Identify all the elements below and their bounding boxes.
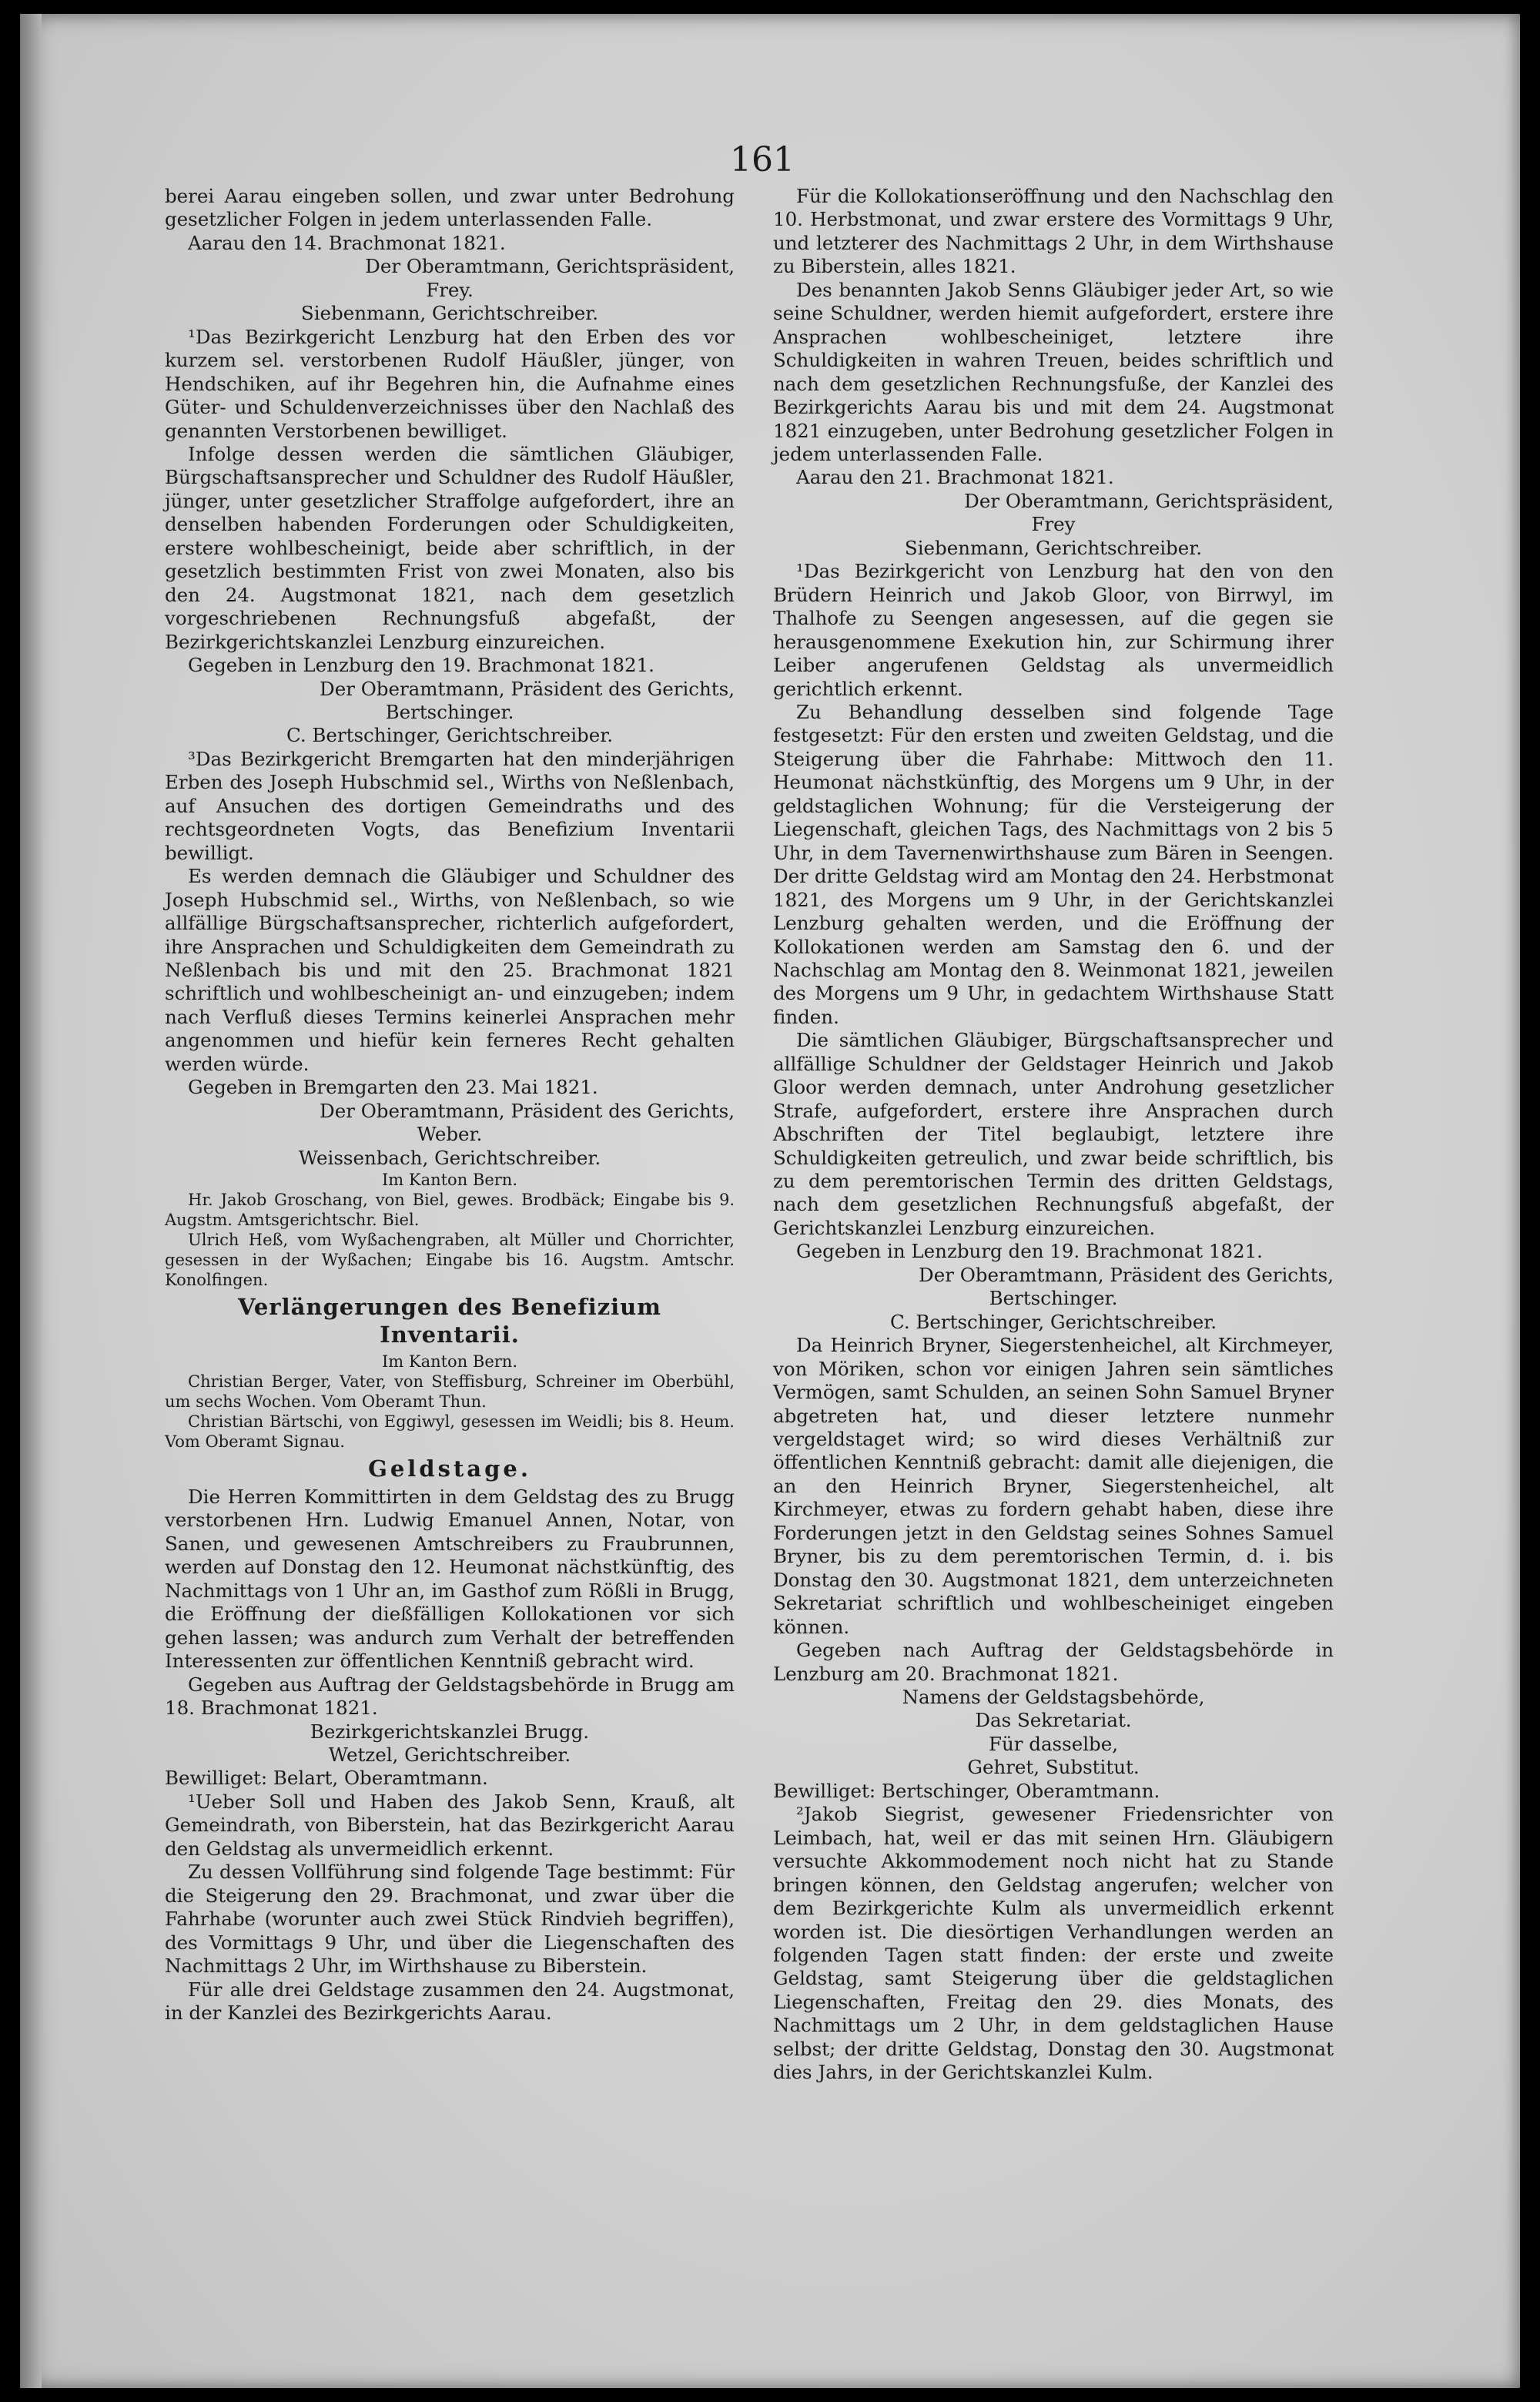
notice-text: Infolge dessen werden die sämtlichen Gläubiger, Bürgschaftsansprecher und Schuldner des Rudolf Häußler, jünger, unter gesetzlicher Straffolge aufgefordert, ihre an denselben habenden Forderungen oder Schuldigkeiten, erstere wohlbescheinigt, beide aber schriftlich, in der gesetzlich bestimmten Frist von zwei Monaten, also bis den 24. Augstmonat 1821, nach dem gesetzlich vorgeschriebenen Rechnungsfuß abgefaßt, der Bezirkgerichtskanzlei Lenzburg einzureichen. <box>165 442 735 653</box>
notice-text: Zu dessen Vollführung sind folgende Tage bestimmt: Für die Steigerung den 29. Brachmonat, und zwar über die Fahrhabe (worunter auch zwei Stück Rindvieh begriffen), des Vormittags 9 Uhr, und über die Liegenschaften des Nachmittags 2 Uhr, im Wirthshause zu Biberstein. <box>165 1861 735 1978</box>
signature-clerk: Gehret, Substitut. <box>967 1756 1140 1779</box>
notice-date: Gegeben aus Auftrag der Geldstagsbehörde in Brugg am 18. Brachmonat 1821. <box>165 1673 735 1720</box>
signature-name: Bertschinger. <box>989 1287 1118 1310</box>
listing-entry: Christian Bärtschi, von Eggiwyl, gesessen im Weidli; bis 8. Heum. Vom Oberamt Signau. <box>165 1412 735 1452</box>
page-number: 161 <box>730 140 795 179</box>
notice-date: Gegeben in Lenzburg den 19. Brachmonat 1821. <box>796 1240 1263 1263</box>
notice-text: berei Aarau eingeben sollen, und zwar unter Bedrohung gesetzlicher Folgen in jedem unterlassenden Falle. <box>165 185 735 231</box>
notice-text: Die Herren Kommittirten in dem Geldstag des zu Brugg verstorbenen Hrn. Ludwig Emanuel Annen, Notar, von Sanen, und gewesenen Amtschreibers zu Fraubrunnen, werden auf Donstag den 12. Heumonat nächstkünftig, des Nachmittags von 1 Uhr an, im Gasthof zum Rößli in Brugg, die Eröffnung der dießfälligen Kollokationen vor sich gehen lassen; was andurch zum Verhalt der betreffenden Interessenten zur öffentlichen Kenntniß gebracht wird. <box>165 1486 735 1673</box>
notice-date: Aarau den 14. Brachmonat 1821. <box>188 231 506 254</box>
notice-date: Aarau den 21. Brachmonat 1821. <box>796 466 1114 489</box>
signature-clerk: C. Bertschinger, Gerichtschreiber. <box>286 724 614 747</box>
signature-clerk: Siebenmann, Gerichtschreiber. <box>904 536 1203 559</box>
notice-text: Zu Behandlung desselben sind folgende Tage festgesetzt: Für den ersten und zweiten Geldstag, und die Steigerung über die Fahrhabe: Mittwoch den 11. Heumonat nächstkünftig, des Morgens um 9 Uhr, in der geldstaglichen Wohnung; für die Versteigerung der Liegenschaft, gleichen Tags, des Nachmittags von 2 bis 5 Uhr, in dem Tavernenwirthshause zum Bären in Seengen. Der dritte Geldstag wird am Montag den 24. Herbstmonat 1821, des Morgens um 9 Uhr, in der Gerichtskanzlei Lenzburg gehalten werden, und die Eröffnung der Kollokationen werden am Samstag den 6. und der Nachschlag am Montag den 8. Weinmonat 1821, jeweilen des Morgens um 9 Uhr, in gedachtem Wirthshause Statt finden. <box>773 700 1334 1028</box>
signature-title: Der Oberamtmann, Präsident des Gerichts, <box>919 1263 1334 1286</box>
listing-entry: Christian Berger, Vater, von Steffisburg, Schreiner im Oberbühl, um sechs Wochen. Vom Oberamt Thun. <box>165 1372 735 1412</box>
approval-line: Bewilliget: Belart, Oberamtmann. <box>165 1767 488 1790</box>
notice-text: ¹Ueber Soll und Haben des Jakob Senn, Krauß, alt Gemeindrath, von Biberstein, hat das Bezirkgericht Aarau den Geldstag als unvermeidlich erkennt. <box>165 1790 735 1860</box>
signature-name: Weber. <box>417 1123 483 1146</box>
notice-text: ¹Das Bezirkgericht von Lenzburg hat den von den Brüdern Heinrich und Jakob Gloor, von Birrwyl, im Thalhofe zu Seengen angesessen, auf die gegen sie herausgenommene Exekution hin, zur Schirmung ihrer Leiber angerufenen Geldstag als unvermeidlich gerichtlich erkennt. <box>773 560 1334 700</box>
listing-entry: Ulrich Heß, vom Wyßachengraben, alt Müller und Chorrichter, gesessen in der Wyßachen; Eingabe bis 16. Augstm. Amtschr. Konolfingen. <box>165 1231 735 1290</box>
notice-text: Da Heinrich Bryner, Siegerstenheichel, alt Kirchmeyer, von Möriken, schon vor einigen Jahren sein sämtliches Vermögen, samt Schulden, an seinen Sohn Samuel Bryner abgetreten hat, und dieser letztere nunmehr vergeldstaget wird; so wird dieses Verhältniß zur öffentlichen Kenntniß gebracht: damit alle diejenigen, die an den Heinrich Bryner, Siegerstenheichel, alt Kirchmeyer, etwas zu fordern gehabt haben, diese ihre Forderungen jetzt in den Geldstag seines Sohnes Samuel Bryner, bis zu dem peremtorischen Termin, d. i. bis Donstag den 30. Augstmonat 1821, dem unterzeichneten Sekretariat schriftlich und wohlbescheiniget eingeben können. <box>773 1334 1334 1638</box>
section-subheading: Im Kanton Bern. <box>382 1352 517 1372</box>
listing-entry: Hr. Jakob Groschang, von Biel, gewes. Brodbäck; Eingabe bis 9. Augstm. Amtsgerichtschr. Biel. <box>165 1191 735 1230</box>
signature-title: Der Oberamtmann, Gerichtspräsident, <box>365 255 735 278</box>
notice-date: Gegeben in Bremgarten den 23. Mai 1821. <box>188 1076 598 1099</box>
section-heading: Verlängerungen des Benefizium Inventarii. <box>238 1294 661 1348</box>
right-column <box>773 185 1334 2085</box>
signature-clerk: Siebenmann, Gerichtschreiber. <box>300 302 599 325</box>
notice-text: Für die Kollokationseröffnung und den Nachschlag den 10. Herbstmonat, und zwar erstere des Vormittags 9 Uhr, und letzterer des Nachmittags 2 Uhr, in dem Wirthshause zu Biberstein, alles 1821. <box>773 185 1334 278</box>
notice-text: Des benannten Jakob Senns Gläubiger jeder Art, so wie seine Schuldner, werden hiemit aufgefordert, erstere ihre Ansprachen wohlbescheiniget, letztere ihre Schuldigkeiten in wahren Treuen, beides schriftlich und nach dem gesetzlichen Rechnungsfuße, der Kanzlei des Bezirkgerichts Aarau bis und mit dem 24. Augstmonat 1821 einzugeben, unter Bedrohung gesetzlicher Folgen in jedem unterlassenden Falle. <box>773 278 1334 465</box>
signature-clerk: Weissenbach, Gerichtschreiber. <box>298 1146 601 1169</box>
signature-title: Der Oberamtmann, Gerichtspräsident, <box>964 489 1334 512</box>
signature-for: Für dasselbe, <box>988 1732 1119 1755</box>
signature-title: Der Oberamtmann, Präsident des Gerichts, <box>320 677 735 700</box>
section-heading: Geldstage. <box>368 1456 531 1482</box>
signature-office: Das Sekretariat. <box>975 1709 1132 1732</box>
section-subheading: Im Kanton Bern. <box>382 1171 517 1190</box>
notice-date: Gegeben nach Auftrag der Geldstagsbehörde in Lenzburg am 20. Brachmonat 1821. <box>773 1639 1334 1685</box>
notice-text: ¹Das Bezirkgericht Lenzburg hat den Erben des vor kurzem sel. verstorbenen Rudolf Häußler, jünger, von Hendschiken, auf ihr Begehren hin, die Aufnahme eines Güter- und Schuldenverzeichnisses über den Nachlaß des genannten Verstorbenen bewilliget. <box>165 325 735 442</box>
approval-line: Bewilliget: Bertschinger, Oberamtmann. <box>773 1779 1160 1802</box>
left-column <box>165 185 735 2025</box>
notice-text: ³Das Bezirkgericht Bremgarten hat den minderjährigen Erben des Joseph Hubschmid sel., Wirths von Neßlenbach, auf Ansuchen des dortigen Gemeindraths und des rechtsgeordneten Vogts, das Benefizium Inventarii bewilligt. <box>165 747 735 864</box>
signature-name: Bertschinger. <box>385 700 514 723</box>
notice-text: Für alle drei Geldstage zusammen den 24. Augstmonat, in der Kanzlei des Bezirkgerichts Aarau. <box>165 1978 735 2024</box>
signature-title: Der Oberamtmann, Präsident des Gerichts, <box>320 1099 735 1122</box>
notice-date: Gegeben in Lenzburg den 19. Brachmonat 1821. <box>188 654 654 677</box>
signature-name: Frey. <box>426 278 474 301</box>
page-binding-edge <box>20 14 42 2388</box>
signature-clerk: Wetzel, Gerichtschreiber. <box>328 1744 571 1767</box>
signature-clerk: C. Bertschinger, Gerichtschreiber. <box>889 1310 1217 1333</box>
signature-title: Namens der Geldstagsbehörde, <box>902 1686 1205 1708</box>
signature-name: Frey <box>1031 513 1076 536</box>
notice-text: Die sämtlichen Gläubiger, Bürgschaftsansprecher und allfällige Schuldner der Geldstager Heinrich und Jakob Gloor werden demnach, unter Androhung gesetzlicher Strafe, aufgefordert, erstere ihre Ansprachen durch Abschriften der Titel beglaubigt, letztere ihre Schuldigkeiten getreulich, und zwar beide schriftlich, bis zu dem peremtorischen Termin des dritten Geldstags, nach dem gesetzlichen Rechnungsfuß abgefaßt, der Gerichtskanzlei Lenzburg einzureichen. <box>773 1029 1334 1239</box>
notice-text: ²Jakob Siegrist, gewesener Friedensrichter von Leimbach, hat, weil er das mit seinen Hrn. Gläubigern versuchte Akkommodement noch nicht hat zu Stande bringen können, den Geldstag angerufen; welcher von dem Bezirkgerichte Kulm als unvermeidlich erkennt worden ist. Die diesörtigen Verhandlungen werden an folgenden Tagen statt finden: der erste und zweite Geldstag, samt Steigerung über die geldstaglichen Liegenschaften, Freitag den 29. dies Monats, des Nachmittags um 2 Uhr, in dem geldstaglichen Hause selbst; der dritte Geldstag, Donstag den 30. Augstmonat dies Jahrs, in der Gerichtskanzlei Kulm. <box>773 1803 1334 2084</box>
signature-title: Bezirkgerichtskanzlei Brugg. <box>310 1720 590 1743</box>
notice-text: Es werden demnach die Gläubiger und Schuldner des Joseph Hubschmid sel., Wirths, von Neßlenbach, so wie allfällige Bürgschaftsansprecher, richterlich aufgefordert, ihre Ansprachen und Schuldigkeiten dem Gemeindrath zu Neßlenbach bis und mit den 25. Brachmonat 1821 schriftlich und wohlbescheinigt an- und einzugeben; indem nach Verfluß dieses Termins keinerlei Ansprachen mehr angenommen und hiefür kein ferneres Recht gehalten werden würde. <box>165 865 735 1075</box>
